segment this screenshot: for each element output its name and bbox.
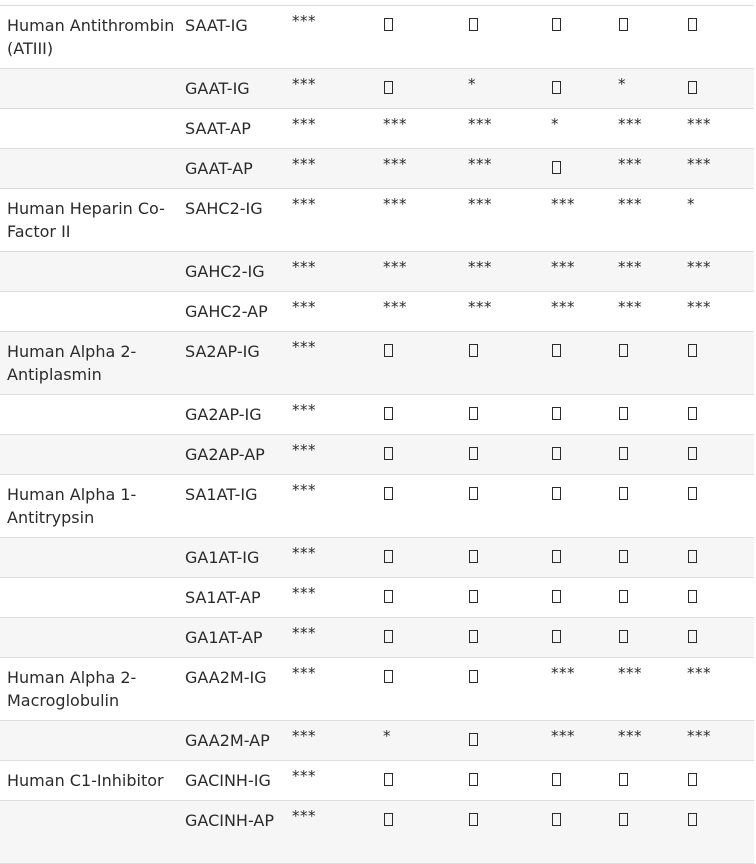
reactivity-none — [687, 586, 697, 609]
rating-stars: *** — [292, 75, 316, 93]
reactivity-none — [468, 546, 478, 569]
empty-box-icon — [384, 407, 393, 420]
reactivity-rating — [618, 197, 642, 215]
reactivity-none — [468, 483, 478, 506]
table-row — [0, 332, 754, 395]
reactivity-rating — [618, 260, 642, 278]
empty-box-icon — [384, 773, 393, 786]
reactivity-rating — [551, 260, 575, 278]
reactivity-none — [383, 483, 393, 506]
empty-box-icon — [469, 813, 478, 826]
rating-stars: *** — [687, 115, 711, 133]
reactivity-none — [383, 809, 393, 832]
reactivity-rating — [292, 157, 316, 175]
empty-box-icon — [688, 81, 697, 94]
table-row — [0, 721, 754, 761]
reactivity-rating — [468, 260, 492, 278]
reactivity-rating — [292, 809, 316, 827]
reactivity-rating — [383, 157, 407, 175]
reactivity-rating — [468, 197, 492, 215]
reactivity-none — [618, 443, 628, 466]
reactivity-none — [618, 769, 628, 792]
reactivity-none — [687, 809, 697, 832]
empty-box-icon — [619, 550, 628, 563]
product-code: GAHC2-IG — [185, 262, 265, 281]
rating-stars: *** — [468, 258, 492, 276]
reactivity-rating — [618, 77, 626, 95]
reactivity-rating — [468, 157, 492, 175]
empty-box-icon — [619, 813, 628, 826]
reactivity-none — [687, 769, 697, 792]
reactivity-rating — [551, 197, 575, 215]
reactivity-rating — [292, 769, 316, 787]
reactivity-rating — [383, 260, 407, 278]
empty-box-icon — [688, 487, 697, 500]
empty-box-icon — [469, 487, 478, 500]
rating-stars: *** — [292, 664, 316, 682]
product-name: Human Alpha 1-Antitrypsin — [7, 485, 137, 527]
reactivity-none — [383, 403, 393, 426]
reactivity-none — [383, 586, 393, 609]
reactivity-rating — [292, 403, 316, 421]
empty-box-icon — [552, 773, 561, 786]
empty-box-icon — [469, 733, 478, 746]
reactivity-none — [551, 77, 561, 100]
reactivity-none — [383, 340, 393, 363]
reactivity-rating — [292, 586, 316, 604]
product-code: GACINH-IG — [185, 771, 271, 790]
empty-box-icon — [688, 550, 697, 563]
empty-box-icon — [688, 590, 697, 603]
product-name: Human Alpha 2-Macroglobulin — [7, 668, 137, 710]
reactivity-none — [551, 586, 561, 609]
reactivity-none — [687, 340, 697, 363]
reactivity-none — [383, 77, 393, 100]
reactivity-rating — [292, 260, 316, 278]
reactivity-rating — [292, 117, 316, 135]
rating-stars: *** — [292, 441, 316, 459]
rating-stars: * — [618, 75, 626, 93]
reactivity-none — [618, 586, 628, 609]
reactivity-rating — [618, 117, 642, 135]
product-code: SA1AT-AP — [185, 588, 261, 607]
reactivity-rating — [687, 157, 711, 175]
reactivity-none — [383, 666, 393, 689]
empty-box-icon — [688, 630, 697, 643]
reactivity-rating — [551, 117, 559, 135]
empty-box-icon — [469, 590, 478, 603]
rating-stars: *** — [618, 727, 642, 745]
empty-box-icon — [552, 344, 561, 357]
table-row — [0, 618, 754, 658]
rating-stars: *** — [292, 115, 316, 133]
empty-box-icon — [619, 344, 628, 357]
empty-box-icon — [688, 344, 697, 357]
empty-box-icon — [384, 630, 393, 643]
empty-box-icon — [552, 161, 561, 174]
reactivity-none — [468, 626, 478, 649]
reactivity-none — [687, 626, 697, 649]
empty-box-icon — [688, 447, 697, 460]
empty-box-icon — [552, 630, 561, 643]
reactivity-none — [618, 483, 628, 506]
reactivity-none — [551, 626, 561, 649]
reactivity-rating — [687, 300, 711, 318]
reactivity-none — [618, 340, 628, 363]
empty-box-icon — [384, 81, 393, 94]
empty-box-icon — [384, 18, 393, 31]
reactivity-none — [687, 403, 697, 426]
reactivity-rating — [292, 483, 316, 501]
reactivity-rating — [292, 300, 316, 318]
product-code: SA1AT-IG — [185, 485, 258, 504]
product-name: Human Antithrombin (ATIII) — [7, 16, 175, 58]
reactivity-none — [468, 403, 478, 426]
reactivity-none — [468, 809, 478, 832]
product-code: GAAT-IG — [185, 79, 250, 98]
rating-stars: *** — [468, 115, 492, 133]
reactivity-none — [383, 443, 393, 466]
empty-box-icon — [384, 550, 393, 563]
rating-stars: *** — [687, 727, 711, 745]
rating-stars: *** — [687, 258, 711, 276]
rating-stars: *** — [383, 155, 407, 173]
rating-stars: *** — [618, 155, 642, 173]
rating-stars: *** — [551, 664, 575, 682]
empty-box-icon — [688, 813, 697, 826]
empty-box-icon — [384, 447, 393, 460]
table-row — [0, 578, 754, 618]
reactivity-rating — [383, 117, 407, 135]
reactivity-rating — [383, 197, 407, 215]
rating-stars: *** — [618, 258, 642, 276]
reactivity-none — [468, 586, 478, 609]
table-row — [0, 6, 754, 69]
rating-stars: *** — [292, 727, 316, 745]
rating-stars: * — [551, 115, 559, 133]
rating-stars: *** — [292, 338, 316, 356]
reactivity-rating — [687, 260, 711, 278]
empty-box-icon — [688, 773, 697, 786]
table-row — [0, 475, 754, 538]
reactivity-rating — [468, 300, 492, 318]
rating-stars: *** — [292, 807, 316, 825]
rating-stars: *** — [292, 401, 316, 419]
reactivity-none — [383, 546, 393, 569]
table-row — [0, 395, 754, 435]
rating-stars: *** — [618, 115, 642, 133]
table-row — [0, 435, 754, 475]
reactivity-rating — [292, 443, 316, 461]
empty-box-icon — [619, 773, 628, 786]
table-row — [0, 252, 754, 292]
rating-stars: *** — [292, 544, 316, 562]
rating-stars: *** — [383, 298, 407, 316]
rating-stars: *** — [687, 298, 711, 316]
empty-box-icon — [469, 550, 478, 563]
table-row — [0, 538, 754, 578]
product-code: GA2AP-IG — [185, 405, 262, 424]
reactivity-rating — [687, 666, 711, 684]
rating-stars: *** — [383, 258, 407, 276]
product-code: SAAT-AP — [185, 119, 251, 138]
empty-box-icon — [619, 630, 628, 643]
rating-stars: *** — [551, 195, 575, 213]
reactivity-none — [468, 14, 478, 37]
rating-stars: *** — [292, 298, 316, 316]
product-name: Human C1-Inhibitor — [7, 771, 164, 790]
reactivity-rating — [618, 729, 642, 747]
empty-box-icon — [619, 487, 628, 500]
rating-stars: *** — [292, 481, 316, 499]
reactivity-none — [687, 546, 697, 569]
reactivity-rating — [292, 626, 316, 644]
reactivity-none — [687, 77, 697, 100]
empty-box-icon — [619, 18, 628, 31]
empty-box-icon — [552, 18, 561, 31]
reactivity-none — [468, 666, 478, 689]
rating-stars: *** — [551, 298, 575, 316]
rating-stars: *** — [551, 727, 575, 745]
reactivity-rating — [383, 300, 407, 318]
reactivity-none — [551, 14, 561, 37]
product-code: GACINH-AP — [185, 811, 274, 830]
rating-stars: *** — [687, 664, 711, 682]
reactivity-none — [551, 340, 561, 363]
rating-stars: *** — [618, 664, 642, 682]
reactivity-none — [468, 729, 478, 752]
empty-box-icon — [469, 670, 478, 683]
reactivity-rating — [292, 340, 316, 358]
product-code: GAA2M-IG — [185, 668, 267, 687]
table-row — [0, 189, 754, 252]
reactivity-none — [551, 769, 561, 792]
empty-box-icon — [688, 407, 697, 420]
empty-box-icon — [619, 407, 628, 420]
reactivity-none — [687, 483, 697, 506]
reactivity-rating — [618, 300, 642, 318]
empty-box-icon — [469, 344, 478, 357]
table-row — [0, 658, 754, 721]
reactivity-rating — [292, 729, 316, 747]
reactivity-none — [551, 483, 561, 506]
reactivity-none — [468, 340, 478, 363]
reactivity-rating — [618, 666, 642, 684]
reactivity-none — [618, 403, 628, 426]
reactivity-rating — [292, 14, 316, 32]
reactivity-rating — [292, 666, 316, 684]
empty-box-icon — [552, 81, 561, 94]
rating-stars: *** — [292, 767, 316, 785]
reactivity-none — [618, 14, 628, 37]
rating-stars: *** — [618, 195, 642, 213]
rating-stars: *** — [551, 258, 575, 276]
product-name: Human Heparin Co-Factor II — [7, 199, 165, 241]
rating-stars: *** — [292, 584, 316, 602]
product-code: SAAT-IG — [185, 16, 248, 35]
reactivity-rating — [292, 197, 316, 215]
reactivity-rating — [687, 729, 711, 747]
reactivity-none — [687, 14, 697, 37]
product-code: SA2AP-IG — [185, 342, 260, 361]
reactivity-none — [618, 546, 628, 569]
empty-box-icon — [384, 487, 393, 500]
table-row — [0, 761, 754, 801]
empty-box-icon — [384, 590, 393, 603]
empty-box-icon — [384, 344, 393, 357]
empty-box-icon — [552, 590, 561, 603]
reactivity-none — [383, 626, 393, 649]
empty-box-icon — [469, 407, 478, 420]
reactivity-none — [468, 443, 478, 466]
empty-box-icon — [469, 18, 478, 31]
reactivity-rating — [383, 729, 391, 747]
reactivity-none — [551, 157, 561, 180]
reactivity-none — [551, 403, 561, 426]
product-code: SAHC2-IG — [185, 199, 263, 218]
table-row — [0, 109, 754, 149]
product-code: GA1AT-AP — [185, 628, 263, 647]
reactivity-none — [551, 443, 561, 466]
reactivity-rating — [551, 666, 575, 684]
rating-stars: *** — [618, 298, 642, 316]
empty-box-icon — [619, 447, 628, 460]
reactivity-rating — [687, 117, 711, 135]
reactivity-none — [618, 809, 628, 832]
reactivity-none — [618, 626, 628, 649]
empty-box-icon — [552, 447, 561, 460]
empty-box-icon — [384, 813, 393, 826]
rating-stars: *** — [292, 155, 316, 173]
rating-stars: *** — [468, 298, 492, 316]
reactivity-rating — [292, 77, 316, 95]
reactivity-none — [383, 769, 393, 792]
empty-box-icon — [469, 630, 478, 643]
reactivity-rating — [687, 197, 695, 215]
empty-box-icon — [552, 407, 561, 420]
rating-stars: *** — [292, 195, 316, 213]
rating-stars: *** — [468, 155, 492, 173]
rating-stars: *** — [292, 624, 316, 642]
product-code: GAA2M-AP — [185, 731, 270, 750]
rating-stars: *** — [292, 12, 316, 30]
reactivity-none — [687, 443, 697, 466]
reactivity-rating — [468, 117, 492, 135]
empty-box-icon — [619, 590, 628, 603]
reactivity-none — [551, 809, 561, 832]
product-code: GA1AT-IG — [185, 548, 260, 567]
reactivity-rating — [468, 77, 476, 95]
reactivity-rating — [618, 157, 642, 175]
table-row — [0, 69, 754, 109]
product-code: GA2AP-AP — [185, 445, 265, 464]
rating-stars: * — [383, 727, 391, 745]
empty-box-icon — [469, 773, 478, 786]
empty-box-icon — [552, 813, 561, 826]
product-code: GAAT-AP — [185, 159, 253, 178]
empty-box-icon — [384, 670, 393, 683]
reactivity-table — [0, 5, 754, 864]
product-code: GAHC2-AP — [185, 302, 268, 321]
empty-box-icon — [552, 550, 561, 563]
empty-box-icon — [552, 487, 561, 500]
reactivity-rating — [292, 546, 316, 564]
rating-stars: * — [468, 75, 476, 93]
product-name: Human Alpha 2-Antiplasmin — [7, 342, 137, 384]
reactivity-none — [468, 769, 478, 792]
rating-stars: *** — [292, 258, 316, 276]
reactivity-none — [383, 14, 393, 37]
rating-stars: *** — [383, 115, 407, 133]
table-row — [0, 149, 754, 189]
rating-stars: *** — [468, 195, 492, 213]
reactivity-none — [551, 546, 561, 569]
reactivity-rating — [551, 300, 575, 318]
rating-stars: * — [687, 195, 695, 213]
reactivity-rating — [551, 729, 575, 747]
empty-box-icon — [469, 447, 478, 460]
rating-stars: *** — [687, 155, 711, 173]
rating-stars: *** — [383, 195, 407, 213]
empty-box-icon — [688, 18, 697, 31]
table-row — [0, 292, 754, 332]
